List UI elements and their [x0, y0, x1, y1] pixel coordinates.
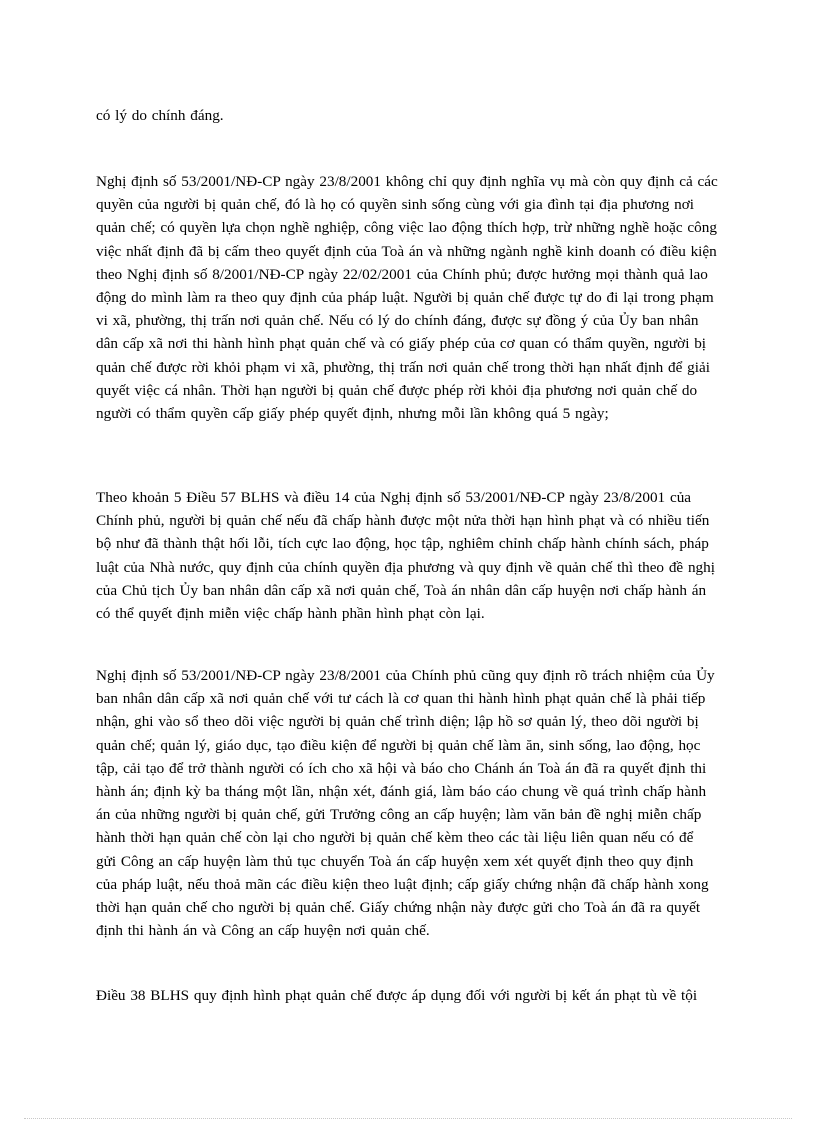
paragraph-rights-of-supervised-person: Nghị định số 53/2001/NĐ-CP ngày 23/8/2001 không chỉ quy định nghĩa vụ mà còn quy định cả các quyền của người bị quản chế, đó là họ có quyền sinh sống cùng với gia đình tại địa phương nơi quản chế; có quyền lựa chọn nghề nghiệp, công việc lao động thích hợp, trừ những nghề hoặc công việc nhất định đã bị cấm theo quyết định của Toà án và những ngành nghề kinh doanh có điều kiện theo Nghị định số 8/2001/NĐ-CP ngày 22/02/2001 của Chính phủ; được hưởng mọi thành quả lao động do mình làm ra theo quy định của pháp luật. Người bị quản chế được tự do đi lại trong phạm vi xã, phường, thị trấn nơi quản chế. Nếu có lý do chính đáng, được sự đồng ý của Ủy ban nhân dân cấp xã nơi thi hành hình phạt quản chế và có giấy phép của cơ quan có thẩm quyền, người bị quản chế được rời khỏi phạm vi xã, phường, thị trấn nơi quản chế trong thời hạn nhất định để giải quyết việc cá nhân. Thời hạn người bị quản chế được phép rời khỏi địa phương nơi quản chế do người có thẩm quyền cấp giấy phép quyết định, nhưng mỗi lần không quá 5 ngày; — [96, 173, 718, 423]
paragraph-commune-responsibilities: Nghị định số 53/2001/NĐ-CP ngày 23/8/2001 của Chính phủ cũng quy định rõ trách nhiệm của Ủy ban nhân dân cấp xã nơi quản chế với tư cách là cơ quan thi hành hình phạt quản chế là phải tiếp nhận, ghi vào sổ theo dõi việc người bị quản chế trình diện; lập hồ sơ quản lý, theo dõi người bị quản chế; quản lý, giáo dục, tạo điều kiện để người bị quản chế làm ăn, sinh sống, lao động, học tập, cải tạo để trở thành người có ích cho xã hội và báo cho Chánh án Toà án đã ra quyết định thi hành án; định kỳ ba tháng một lần, nhận xét, đánh giá, làm báo cáo chung về quá trình chấp hành án của những người bị quản chế, gửi Trưởng công an cấp huyện; làm văn bản đề nghị miễn chấp hành thời hạn quản chế còn lại cho người bị quản chế kèm theo các tài liệu liên quan nếu có để gửi Công an cấp huyện làm thủ tục chuyển Toà án cấp huyện xem xét quyết định theo quy định của pháp luật, nếu thoả mãn các điều kiện theo luật định; cấp giấy chứng nhận đã chấp hành xong thời hạn quản chế cho người bị quản chế. Giấy chứng nhận này được gửi cho Toà án đã ra quyết định thi hành án và Công an cấp huyện nơi quản chế. — [96, 667, 715, 940]
paragraph-continuation: có lý do chính đáng. — [96, 107, 224, 124]
paragraph-sentence-exemption: Theo khoản 5 Điều 57 BLHS và điều 14 của Nghị định số 53/2001/NĐ-CP ngày 23/8/2001 của Chính phủ, người bị quản chế nếu đã chấp hành được một nửa thời hạn hình phạt và có nhiều tiến bộ như đã thành thật hối lỗi, tích cực lao động, học tập, nghiêm chỉnh chấp hành chính sách, pháp luật của Nhà nước, quy định của chính quyền địa phương và quy định về quản chế thì theo đề nghị của Chủ tịch Ủy ban nhân dân cấp xã nơi quản chế, Toà án nhân dân cấp huyện nơi chấp hành án có thể quyết định miễn việc chấp hành phần hình phạt còn lại. — [96, 489, 715, 623]
paragraph-article-38: Điều 38 BLHS quy định hình phạt quản chế được áp dụng đối với người bị kết án phạt tù về tội — [96, 987, 698, 1004]
page-bottom-border — [24, 1118, 792, 1119]
